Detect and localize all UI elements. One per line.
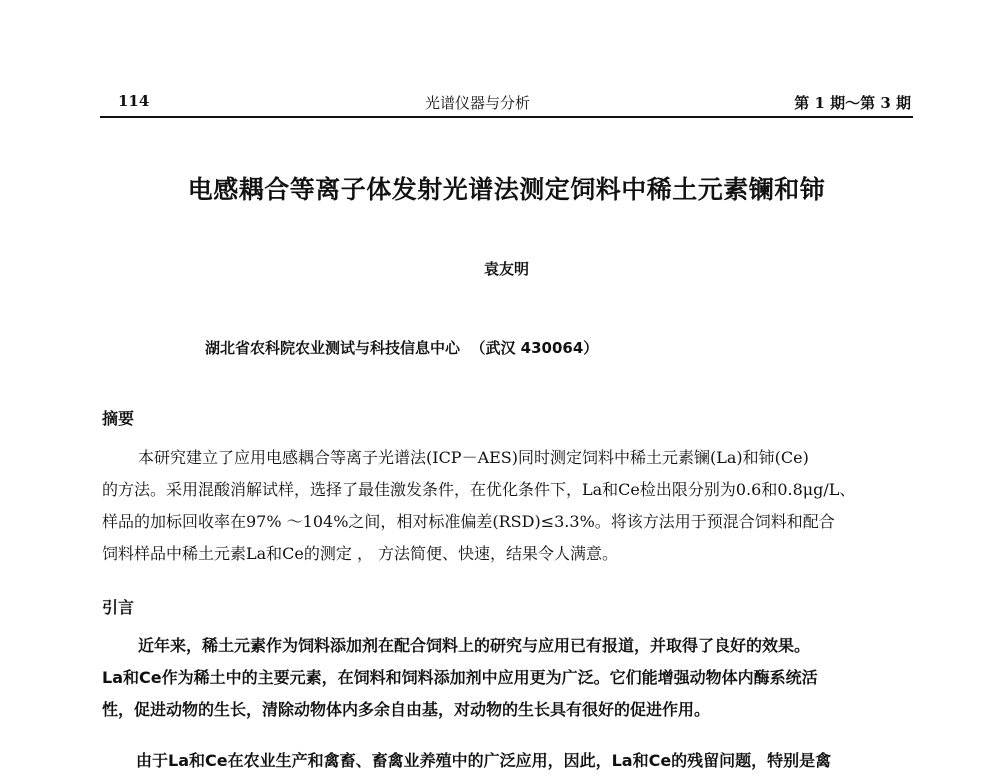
abstract-line: 饲料样品中稀土元素La和Ce的测定 ， 方法简便、快速，结果令人满意。	[102, 544, 619, 563]
author-name: 袁友明	[483, 260, 529, 278]
abstract-line: 的方法。采用混酸消解试样，选择了最佳激发条件，在优化条件下，La和Ce检出限分别为0.6和0.8μg/L、	[102, 480, 856, 499]
header-rule	[100, 116, 913, 118]
intro-line-partial: 由于La和Ce在农业生产和禽畜、畜禽业养殖中的广泛应用，因此，La和Ce的残留问题，特别是禽	[136, 751, 832, 770]
paper-title: 电感耦合等离子体发射光谱法测定饲料中稀土元素镧和铈	[187, 175, 826, 204]
abstract-heading: 摘要	[102, 409, 135, 428]
issue-label: 第 1 期～第 3 期	[794, 94, 911, 112]
introduction-heading: 引言	[102, 598, 135, 617]
journal-name: 光谱仪器与分析	[425, 94, 531, 112]
intro-line: 近年来，稀土元素作为饲料添加剂在配合饲料上的研究与应用已有报道，并取得了良好的效果。	[138, 636, 811, 655]
page-number: 114	[118, 92, 150, 110]
introduction-body	[102, 630, 917, 726]
author-affiliation: 湖北省农科院农业测试与科技信息中心 （武汉 430064）	[205, 339, 599, 357]
cut-off-line	[100, 745, 915, 770]
abstract-line: 样品的加标回收率在97% ～104%之间，相对标准偏差(RSD)≤3.3%。将该方法用于预混合饲料和配合	[102, 512, 835, 531]
intro-line: 性，促进动物的生长，清除动物体内多余自由基，对动物的生长具有很好的促进作用。	[102, 700, 711, 719]
abstract-line: 本研究建立了应用电感耦合等离子光谱法(ICP－AES)同时测定饲料中稀土元素镧(La)和铈(Ce)	[138, 448, 809, 467]
intro-line: La和Ce作为稀土中的主要元素，在饲料和饲料添加剂中应用更为广泛。它们能增强动物体内酶系统活	[102, 668, 818, 687]
running-head	[100, 92, 913, 114]
abstract-body	[102, 442, 917, 570]
